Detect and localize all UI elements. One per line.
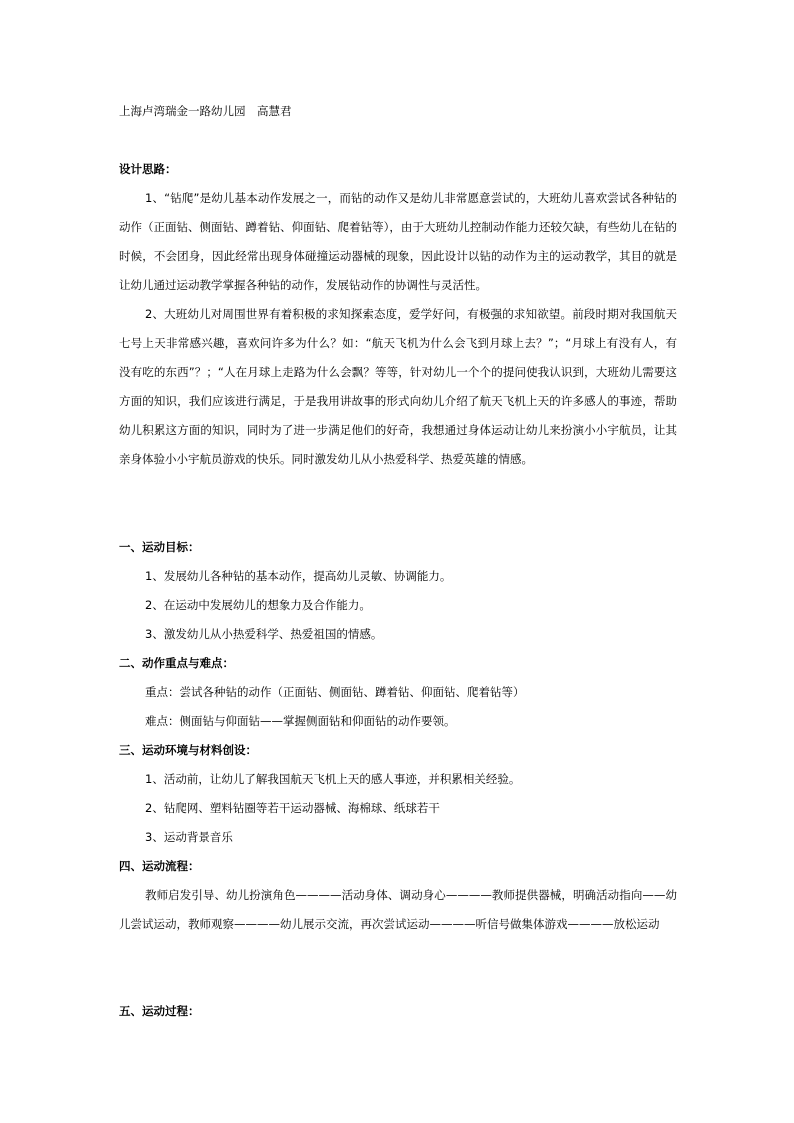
list-item: 难点：侧面钻与仰面钻——掌握侧面钻和仰面钻的动作要领。 (145, 714, 456, 728)
list-item: 1、发展幼儿各种钻的基本动作，提高幼儿灵敏、协调能力。 (145, 569, 452, 583)
flow-paragraph: 教师启发引导、幼儿扮演角色————活动身体、调动身心————教师提供器械，明确活动指向——幼儿尝试运动，教师观察————幼儿展示交流，再次尝试运动————听信号做集体游戏————放松运动 (119, 888, 677, 931)
list-item: 2、钻爬网、塑料钻圈等若干运动器械、海棉球、纸球若干 (145, 801, 440, 815)
section-3-heading: 三、运动环境与材料创设： (119, 743, 257, 757)
design-paragraph-2: 2、大班幼儿对周围世界有着积极的求知探索态度，爱学好问，有极强的求知欲望。前段时期对我国航天七号上天非常感兴趣，喜欢问许多为什么？如：“航天飞机为什么会飞到月球上去？”；“月球上有没有人，有没有吃的东西”？；“人在月球上走路为什么会飘？等等，针对幼儿一个个的提问使我认识到，大班幼儿需要这方面的知识，我们应该进行满足，于是我用讲故事的形式向幼儿介绍了航天飞机上天的许多感人的事迹，帮助幼儿积累这方面的知识，同时为了进一步满足他们的好奇，我想通过身体运动让幼儿来扮演小小宇航员，让其亲身体验小小宇航员游戏的快乐。同时激发幼儿从小热爱科学、热爱英雄的情感。 (119, 307, 677, 466)
list-item: 3、运动背景音乐 (145, 830, 233, 844)
list-item: 重点：尝试各种钻的动作（正面钻、侧面钻、蹲着钻、仰面钻、爬着钻等） (145, 685, 525, 699)
section-2-heading: 二、动作重点与难点： (119, 656, 234, 670)
list-item: 1、活动前，让幼儿了解我国航天飞机上天的感人事迹，并积累相关经验。 (145, 772, 521, 786)
design-paragraph-1: 1、“钻爬”是幼儿基本动作发展之一，而钻的动作又是幼儿非常愿意尝试的，大班幼儿喜欢尝试各种钻的动作（正面钻、侧面钻、蹲着钻、仰面钻、爬着钻等），由于大班幼儿控制动作能力还较欠缺，有些幼儿在钻的时候，不会团身，因此经常出现身体碰撞运动器械的现象，因此设计以钻的动作为主的运动教学，其目的就是让幼儿通过运动教学掌握各种钻的动作，发展钻动作的协调性与灵活性。 (119, 191, 677, 292)
author-line: 上海卢湾瑞金一路幼儿园 高慧君 (119, 104, 292, 118)
section-1-heading: 一、运动目标： (119, 540, 200, 554)
list-item: 3、激发幼儿从小热爱科学、热爱祖国的情感。 (145, 627, 383, 641)
design-heading: 设计思路： (119, 162, 177, 176)
section-4-heading: 四、运动流程： (119, 859, 200, 873)
section-5-heading: 五、运动过程： (119, 1004, 200, 1018)
list-item: 2、在运动中发展幼儿的想象力及合作能力。 (145, 598, 371, 612)
